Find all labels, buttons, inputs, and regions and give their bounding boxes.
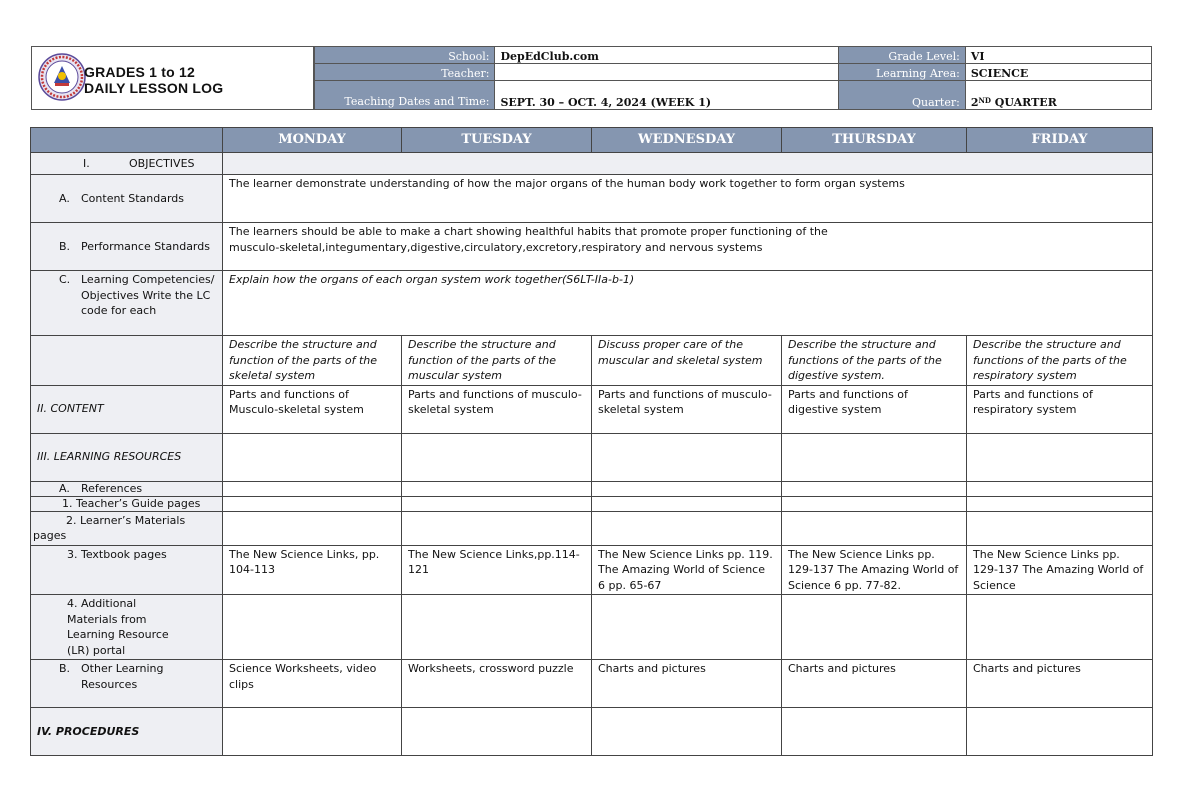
textbook-wednesday: The New Science Links pp. 119. The Amazing World of Science 6 pp. 65-67 <box>592 545 782 595</box>
daily-objectives-row <box>31 336 1153 386</box>
references-label <box>31 481 223 496</box>
objectives-label <box>31 153 223 175</box>
deped-seal-icon <box>37 52 87 102</box>
content-standards-text: Content Standards <box>81 191 185 205</box>
learners-materials-tuesday <box>402 511 592 545</box>
references-text: References <box>81 481 143 495</box>
school-label: School: <box>315 47 495 64</box>
school-value: DepEdClub.com <box>495 47 838 64</box>
content-label: II. CONTENT <box>31 385 223 433</box>
document-title <box>84 64 223 96</box>
performance-standards-text: Performance Standards <box>81 239 210 253</box>
objectives-row <box>31 153 1153 175</box>
content-tuesday: Parts and functions of musculo-skeletal system <box>402 385 592 433</box>
learners-materials-line-2: pages <box>33 529 67 542</box>
teachers-guide-monday <box>223 496 402 511</box>
other-resources-tuesday: Worksheets, crossword puzzle <box>402 660 592 708</box>
teachers-guide-tuesday <box>402 496 592 511</box>
title-line-2: DAILY LESSON LOG <box>84 80 224 96</box>
teachers-guide-wednesday <box>592 496 782 511</box>
performance-standards-value <box>223 223 1153 271</box>
other-resources-wednesday: Charts and pictures <box>592 660 782 708</box>
lesson-log-header <box>31 46 1152 112</box>
additional-materials-monday <box>223 595 402 660</box>
objective-monday: Describe the structure and function of the parts of the skeletal system <box>223 336 402 386</box>
performance-standards-row <box>31 223 1153 271</box>
quarter-text: QUARTER <box>990 96 1057 109</box>
grade-level-label: Grade Level: <box>838 47 965 64</box>
competencies-number: C. <box>59 273 71 286</box>
other-resources-number: B. <box>59 662 71 675</box>
title-line-1: GRADES 1 to 12 <box>84 64 195 80</box>
objective-friday: Describe the structure and functions of the parts of the respiratory system <box>967 336 1153 386</box>
day-header-wednesday: WEDNESDAY <box>592 128 782 153</box>
lesson-log-table <box>30 127 1153 756</box>
additional-materials-tuesday <box>402 595 592 660</box>
day-header-thursday: THURSDAY <box>782 128 967 153</box>
objective-wednesday: Discuss proper care of the muscular and skeletal system <box>592 336 782 386</box>
procedures-thursday <box>782 708 967 756</box>
learners-materials-thursday <box>782 511 967 545</box>
other-resources-text: Other Learning Resources <box>81 662 164 691</box>
teachers-guide-thursday <box>782 496 967 511</box>
learning-resources-label: III. LEARNING RESOURCES <box>31 433 223 481</box>
teacher-label: Teacher: <box>315 64 495 81</box>
learning-resources-friday <box>967 433 1153 481</box>
procedures-wednesday <box>592 708 782 756</box>
dates-label: Teaching Dates and Time: <box>315 81 495 110</box>
learners-materials-line-1: 2. Learner’s Materials <box>66 513 186 527</box>
header-info-table <box>314 46 1152 110</box>
learning-resources-wednesday <box>592 433 782 481</box>
procedures-monday <box>223 708 402 756</box>
objective-tuesday: Describe the structure and function of the parts of the muscular system <box>402 336 592 386</box>
content-standards-number: A. <box>59 191 70 205</box>
textbook-tuesday: The New Science Links,pp.114-121 <box>402 545 592 595</box>
objectives-text: OBJECTIVES <box>129 156 195 170</box>
other-resources-friday: Charts and pictures <box>967 660 1153 708</box>
procedures-row <box>31 708 1153 756</box>
dates-value: SEPT. 30 – OCT. 4, 2024 (WEEK 1) <box>495 81 838 110</box>
title-box <box>31 46 314 110</box>
daily-objectives-label <box>31 336 223 386</box>
teachers-guide-label: 1. Teacher’s Guide pages <box>31 496 223 511</box>
quarter-number: 2 <box>970 96 979 109</box>
competencies-value: Explain how the organs of each organ system work together(S6LT-IIa-b-1) <box>223 271 1153 336</box>
procedures-label: IV. PROCEDURES <box>31 708 223 756</box>
quarter-suffix: ND <box>978 96 991 105</box>
textbook-thursday: The New Science Links pp. 129-137 The Amazing World of Science 6 pp. 77-82. <box>782 545 967 595</box>
quarter-value <box>965 81 1151 110</box>
procedures-tuesday <box>402 708 592 756</box>
other-resources-monday: Science Worksheets, video clips <box>223 660 402 708</box>
textbook-monday: The New Science Links, pp. 104-113 <box>223 545 402 595</box>
content-standards-value: The learner demonstrate understanding of how the major organs of the human body work together to form organ systems <box>223 175 1153 223</box>
textbook-friday: The New Science Links pp. 129-137 The Amazing World of Science <box>967 545 1153 595</box>
performance-standards-label <box>31 223 223 271</box>
day-header-monday: MONDAY <box>223 128 402 153</box>
learning-resources-tuesday <box>402 433 592 481</box>
additional-materials-row <box>31 595 1153 660</box>
learning-resources-thursday <box>782 433 967 481</box>
corner-cell <box>31 128 223 153</box>
teachers-guide-row <box>31 496 1153 511</box>
references-number: A. <box>59 481 70 495</box>
day-header-tuesday: TUESDAY <box>402 128 592 153</box>
other-resources-thursday: Charts and pictures <box>782 660 967 708</box>
learning-area-value: SCIENCE <box>965 64 1151 81</box>
grade-level-value: VI <box>965 47 1151 64</box>
learners-materials-row <box>31 511 1153 545</box>
competencies-row <box>31 271 1153 336</box>
additional-materials-thursday <box>782 595 967 660</box>
content-friday: Parts and functions of respiratory system <box>967 385 1153 433</box>
learners-materials-monday <box>223 511 402 545</box>
quarter-label: Quarter: <box>838 81 965 110</box>
competencies-text: Learning Competencies/ Objectives Write the LC code for each <box>81 273 215 317</box>
content-standards-row <box>31 175 1153 223</box>
textbook-row <box>31 545 1153 595</box>
additional-materials-friday <box>967 595 1153 660</box>
day-header-friday: FRIDAY <box>967 128 1153 153</box>
additional-materials-wednesday <box>592 595 782 660</box>
performance-standards-text-body: The learners should be able to make a chart showing healthful habits that promote proper functioning of the musculo-skeletal,integumentary,digestive,circulatory,excretory,respiratory and nervous systems <box>229 225 828 254</box>
references-friday <box>967 481 1153 496</box>
objective-thursday: Describe the structure and functions of the parts of the digestive system. <box>782 336 967 386</box>
learning-resources-monday <box>223 433 402 481</box>
teachers-guide-friday <box>967 496 1153 511</box>
objectives-bar <box>223 153 1153 175</box>
other-resources-label <box>31 660 223 708</box>
other-resources-row <box>31 660 1153 708</box>
references-row <box>31 481 1153 496</box>
learning-area-label: Learning Area: <box>838 64 965 81</box>
content-row <box>31 385 1153 433</box>
references-thursday <box>782 481 967 496</box>
learners-materials-wednesday <box>592 511 782 545</box>
learners-materials-friday <box>967 511 1153 545</box>
references-monday <box>223 481 402 496</box>
content-monday: Parts and functions of Musculo-skeletal system <box>223 385 402 433</box>
competencies-label <box>31 271 223 336</box>
content-standards-label <box>31 175 223 223</box>
references-wednesday <box>592 481 782 496</box>
content-thursday: Parts and functions of digestive system <box>782 385 967 433</box>
performance-standards-number: B. <box>59 239 71 253</box>
learning-resources-row <box>31 433 1153 481</box>
objectives-number: I. <box>83 156 90 170</box>
teacher-value <box>495 64 838 81</box>
learners-materials-label <box>31 511 223 545</box>
references-tuesday <box>402 481 592 496</box>
day-header-row <box>31 128 1153 153</box>
textbook-label: 3. Textbook pages <box>31 545 223 595</box>
procedures-friday <box>967 708 1153 756</box>
additional-materials-label: 4. Additional Materials from Learning Resource (LR) portal <box>31 595 223 660</box>
content-wednesday: Parts and functions of musculo-skeletal system <box>592 385 782 433</box>
